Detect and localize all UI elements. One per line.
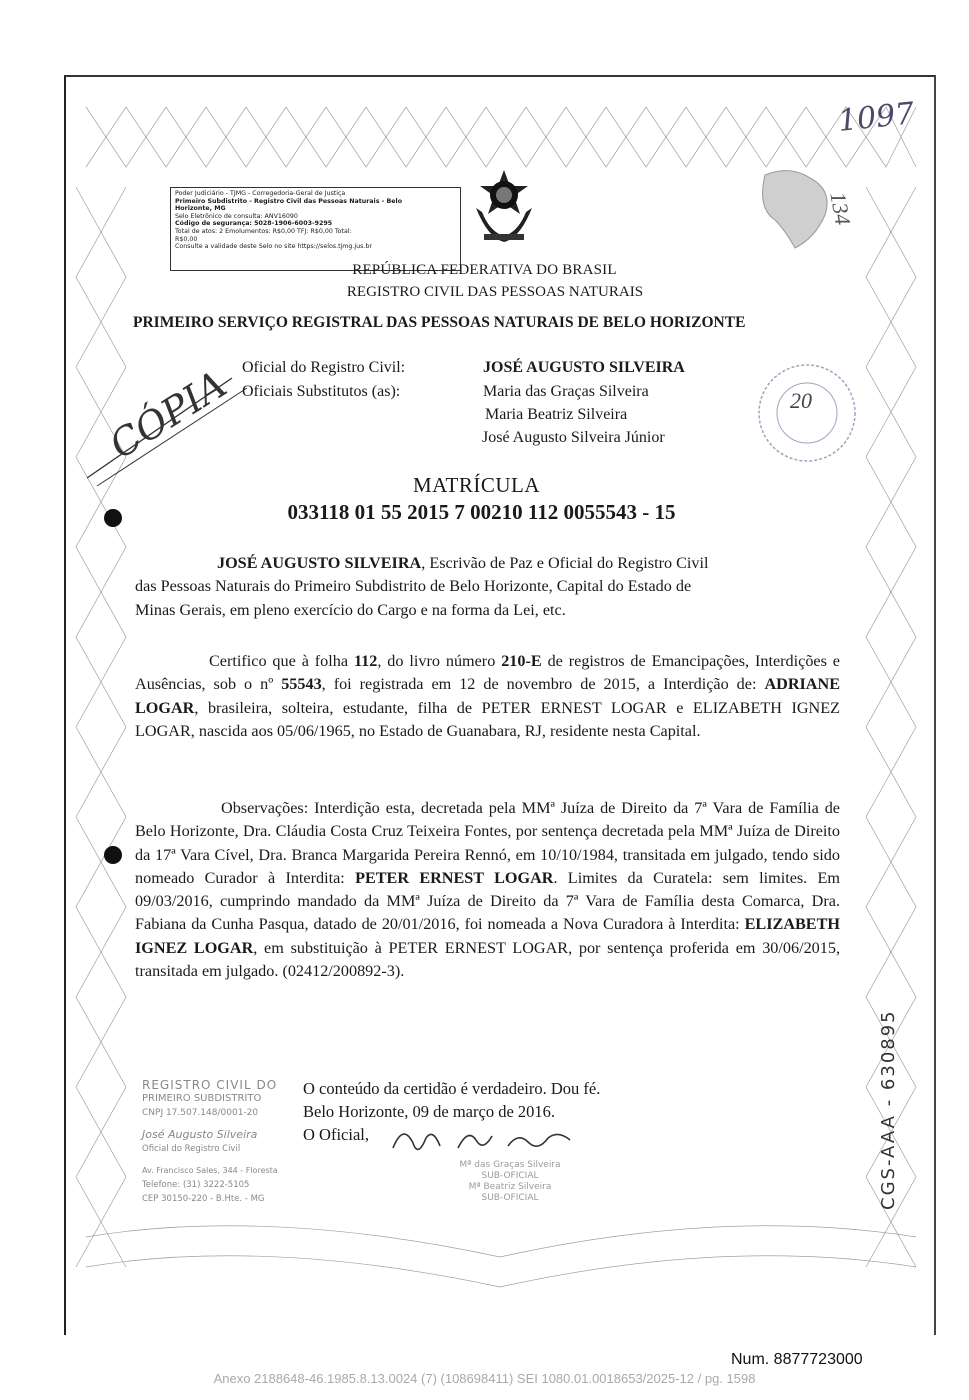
cert-text: , foi registrada em 12 de novembro de 2015, a Interdição de: bbox=[321, 675, 765, 694]
substitute-name: José Augusto Silveira Júnior bbox=[482, 429, 665, 446]
intro-text: das Pessoas Naturais do Primeiro Subdistrito de Belo Horizonte, Capital do Estado de bbox=[135, 577, 692, 596]
livro-number: 210-E bbox=[501, 652, 542, 670]
registry-title: REGISTRO CIVIL DAS PESSOAS NATURAIS bbox=[346, 284, 644, 300]
official-name: JOSÉ AUGUSTO SILVEIRA bbox=[483, 359, 685, 376]
stamp-line: Av. Francisco Sales, 344 - Floresta bbox=[142, 1166, 278, 1175]
substitutes-label: Oficiais Substitutos (as): bbox=[242, 383, 401, 400]
closing-statement: O conteúdo da certidão é verdadeiro. Dou fé. bbox=[303, 1079, 601, 1098]
obs-text: , em substituição à PETER ERNEST LOGAR, por sentença proferida em 30/06/2015, transitada em julgado. (02412/200892-3). bbox=[135, 938, 840, 981]
obs-text: . Limites da Curatela: sem limites. Em 09/03/2016, cumprindo mandado da MMª Juíza de Direito da 7ª Vara de Família desta Comarca, Dra. Fabiana da Cunha Pasqua, datado de 20/01/2016, foi nomeada a Nova Curadora à Interdita: bbox=[135, 868, 840, 934]
handwritten-page-number: 1097 bbox=[836, 96, 916, 139]
handwritten-folio: 134 bbox=[825, 190, 856, 227]
closing-date: Belo Horizonte, 09 de março de 2016. bbox=[303, 1102, 556, 1121]
stamp-line: Telefone: (31) 3222-5105 bbox=[142, 1180, 250, 1190]
document-number: Num. 8877723000 bbox=[731, 1351, 863, 1368]
office-title: PRIMEIRO SERVIÇO REGISTRAL DAS PESSOAS NATURAIS DE BELO HORIZONTE bbox=[133, 314, 746, 331]
observations-paragraph bbox=[135, 797, 840, 983]
punch-hole bbox=[104, 509, 122, 527]
electronic-seal-box bbox=[170, 187, 461, 271]
seal-line: Primeiro Subdistrito - Registro Civil das Pessoas Naturais - Belo bbox=[175, 197, 403, 205]
stamp-line: SUB-OFICIAL bbox=[481, 1193, 539, 1203]
curadora-name: ELIZABETH IGNEZ LOGAR bbox=[135, 915, 840, 957]
substitute-name: Maria Beatriz Silveira bbox=[485, 406, 628, 423]
stamp-line: CNPJ 17.507.148/0001-20 bbox=[142, 1108, 259, 1118]
stamp-line: Oficial do Registro Civil bbox=[142, 1144, 241, 1154]
cert-text: de registros de Emancipações, Interdições e Ausências, sob o nº bbox=[135, 652, 840, 694]
republic-title: REPÚBLICA FEDERATIVA DO BRASIL bbox=[352, 262, 617, 278]
handwritten-copy-mark: CÓPIA bbox=[102, 362, 235, 468]
stamp-line: Mª das Graças Silveira bbox=[459, 1160, 561, 1170]
obs-text: Observações: Interdição esta, decretada pela MMª Juíza de Direito da 7ª Vara de Família de Belo Horizonte, Dra. Cláudia Costa Cruz Teixeira Fontes, por sentença decretada pela MMª Juíza de Direito da 17ª Vara Cível, Dra. Branca Margarida Pereira Rennó, em 10/10/1984, transitada em julgado, tendo sido nomeado Curador à Interdita: bbox=[135, 799, 840, 887]
intro-text: , Escrivão de Paz e Oficial do Registro Civil bbox=[421, 554, 709, 572]
stamp-line: SUB-OFICIAL bbox=[481, 1171, 539, 1181]
cert-text: , brasileira, solteira, estudante, filha de PETER ERNEST LOGAR e ELIZABETH IGNEZ LOGAR, nascida aos 05/06/1965, no Estado de Guanabara, RJ, residente nesta Capital. bbox=[135, 698, 840, 740]
seal-line: Código de segurança: 5028-1906-6003-9295 bbox=[175, 220, 333, 228]
footer-reference: Anexo 2188648-46.1985.8.13.0024 (7) (108698411) SEI 1080.01.0018653/2025-12 / pg. 1598 bbox=[213, 1371, 756, 1386]
certificate-paragraph bbox=[135, 650, 840, 743]
interdita-name: ADRIANE LOGAR bbox=[135, 675, 840, 717]
seal-line: Selo Eletrônico de consulta: ANV16090 bbox=[175, 212, 298, 220]
side-code: CGS-AAA - 630895 bbox=[878, 1009, 899, 1210]
stamp-line: REGISTRO CIVIL DO bbox=[142, 1078, 278, 1092]
intro-paragraph bbox=[135, 552, 840, 622]
punch-hole bbox=[104, 846, 122, 864]
intro-name: JOSÉ AUGUSTO SILVEIRA bbox=[217, 554, 422, 572]
seal-line: Consulte a validade deste Selo no site https://selos.tjmg.jus.br bbox=[175, 243, 373, 251]
curador-name: PETER ERNEST LOGAR bbox=[355, 868, 554, 887]
seal-line: Horizonte, MG bbox=[175, 205, 226, 213]
cert-text: Certifico que à folha bbox=[209, 652, 354, 670]
seal-line: R$0,00 bbox=[175, 235, 198, 243]
copy-mark-strokes bbox=[82, 358, 252, 488]
stamp-line: José Augusto Silveira bbox=[142, 1128, 258, 1141]
registro-number: 55543 bbox=[281, 675, 322, 694]
sub-official-stamp bbox=[410, 1160, 610, 1204]
closing-official: O Oficial, bbox=[303, 1125, 369, 1144]
folha-number: 112 bbox=[353, 652, 378, 670]
stamp-handwritten-number: 20 bbox=[790, 388, 812, 413]
seal-line: Poder Judiciário - TJMG - Corregedoria-Geral de Justiça bbox=[175, 190, 346, 197]
coat-of-arms-icon bbox=[468, 168, 540, 248]
official-label: Oficial do Registro Civil: bbox=[242, 359, 406, 376]
stamp-line: Mª Beatriz Silveira bbox=[468, 1182, 552, 1192]
cert-text: , do livro número bbox=[377, 652, 502, 670]
stamp-line: CEP 30150-220 - B.Hte. - MG bbox=[142, 1194, 265, 1204]
registry-stamp bbox=[142, 1078, 307, 1258]
stamp-line: PRIMEIRO SUBDISTRITO bbox=[142, 1093, 262, 1104]
side-code-container bbox=[868, 960, 928, 1210]
matricula-number: 033118 01 55 2015 7 00210 112 0055543 - 15 bbox=[287, 500, 676, 524]
substitute-name: Maria das Graças Silveira bbox=[483, 383, 649, 400]
matricula-title: MATRÍCULA bbox=[412, 473, 540, 497]
intro-text: Minas Gerais, em pleno exercício do Cargo e na forma da Lei, etc. bbox=[135, 600, 566, 619]
seal-line: Total de atos: 2 Emolumentos: R$0,00 TFJ: R$0,00 Total: bbox=[175, 227, 352, 235]
signature-icon bbox=[388, 1118, 578, 1163]
